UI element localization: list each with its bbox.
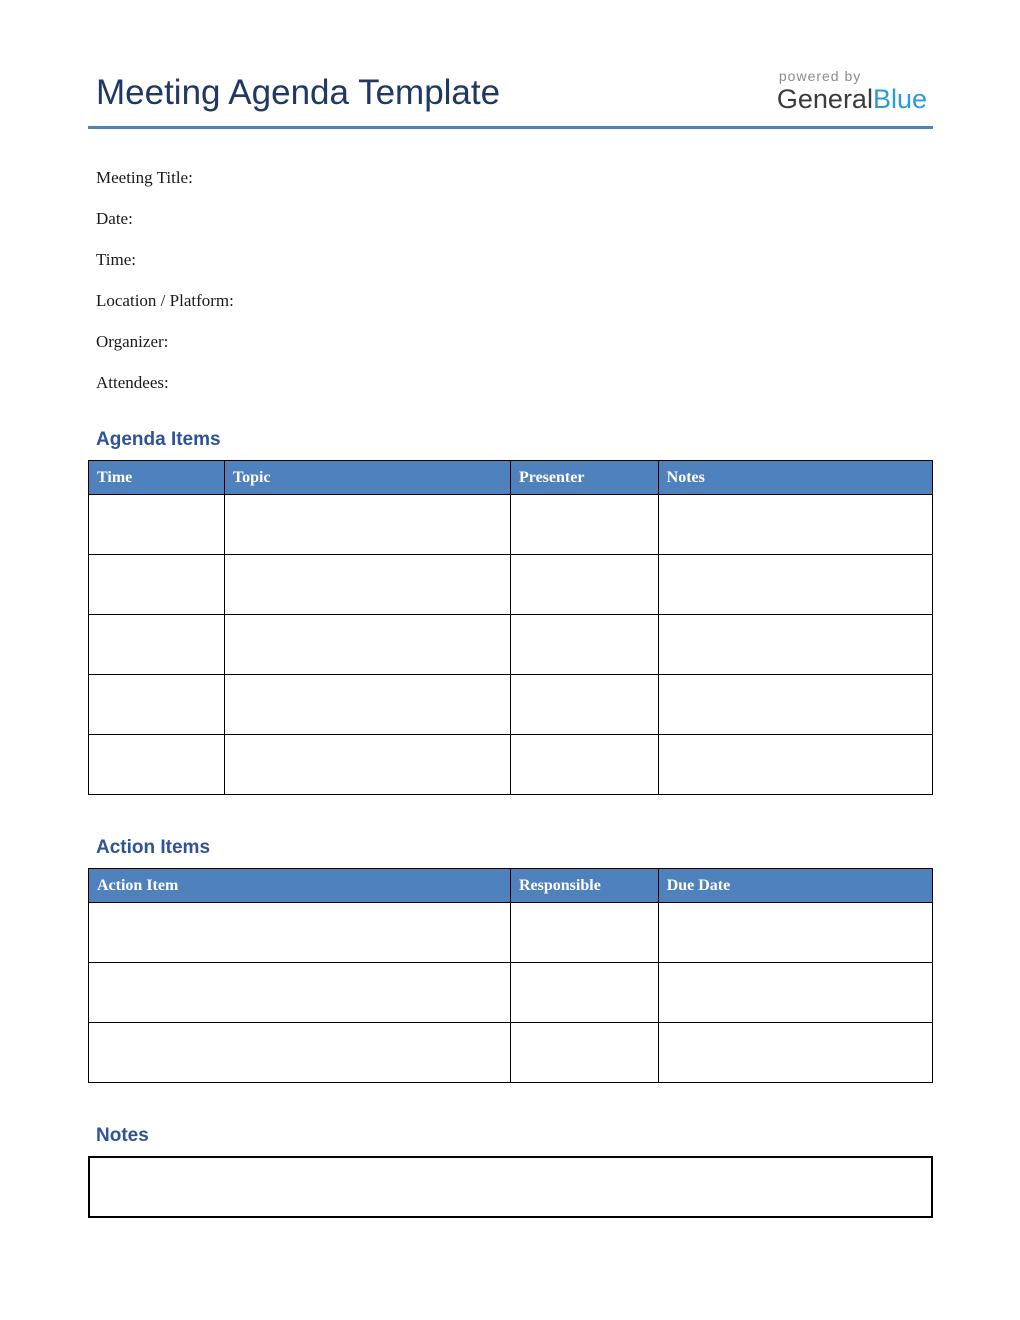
- agenda-row: [89, 495, 933, 555]
- agenda-cell-presenter[interactable]: [510, 735, 658, 795]
- action-cell-item[interactable]: [89, 1023, 511, 1083]
- field-location-platform: Location / Platform:: [96, 290, 234, 310]
- agenda-col-notes: Notes: [658, 461, 932, 495]
- action-items-heading: Action Items: [96, 837, 211, 859]
- agenda-col-time: Time: [89, 461, 225, 495]
- action-cell-item[interactable]: [89, 963, 511, 1023]
- document-header: [88, 0, 933, 113]
- action-cell-due-date[interactable]: [658, 903, 932, 963]
- agenda-row: [89, 555, 933, 615]
- brand-general-text: General: [776, 84, 873, 114]
- agenda-col-presenter: Presenter: [510, 461, 658, 495]
- notes-heading: Notes: [96, 1125, 149, 1147]
- field-time: Time:: [96, 249, 137, 269]
- agenda-cell-presenter[interactable]: [510, 555, 658, 615]
- action-col-item: Action Item: [89, 869, 511, 903]
- agenda-cell-time[interactable]: [89, 615, 225, 675]
- page-title: Meeting Agenda Template: [96, 73, 501, 113]
- field-meeting-title: Meeting Title:: [96, 167, 193, 187]
- agenda-cell-presenter[interactable]: [510, 615, 658, 675]
- field-organizer: Organizer:: [96, 331, 169, 351]
- agenda-cell-time[interactable]: [89, 555, 225, 615]
- agenda-cell-time[interactable]: [89, 675, 225, 735]
- action-cell-item[interactable]: [89, 903, 511, 963]
- generalblue-logo: [777, 68, 933, 113]
- agenda-cell-time[interactable]: [89, 735, 225, 795]
- agenda-header-row: [89, 461, 933, 495]
- agenda-cell-notes[interactable]: [658, 615, 932, 675]
- agenda-cell-presenter[interactable]: [510, 675, 658, 735]
- agenda-cell-topic[interactable]: [224, 675, 510, 735]
- header-divider: [88, 126, 933, 129]
- action-cell-responsible[interactable]: [511, 1023, 659, 1083]
- agenda-row: [89, 615, 933, 675]
- agenda-cell-notes[interactable]: [658, 675, 932, 735]
- agenda-cell-presenter[interactable]: [510, 495, 658, 555]
- agenda-items-heading: Agenda Items: [96, 429, 221, 451]
- meeting-info-fields: [88, 157, 933, 403]
- powered-by-text: powered by: [778, 68, 862, 84]
- agenda-row: [89, 675, 933, 735]
- agenda-cell-notes[interactable]: [658, 495, 932, 555]
- agenda-row: [89, 735, 933, 795]
- action-cell-due-date[interactable]: [658, 963, 932, 1023]
- agenda-cell-notes[interactable]: [658, 555, 932, 615]
- action-col-due-date: Due Date: [658, 869, 932, 903]
- agenda-col-topic: Topic: [224, 461, 510, 495]
- action-cell-responsible[interactable]: [511, 903, 659, 963]
- agenda-cell-topic[interactable]: [224, 615, 510, 675]
- field-attendees: Attendees:: [96, 372, 169, 392]
- agenda-items-table: [88, 460, 933, 795]
- action-row: [89, 903, 933, 963]
- agenda-cell-topic[interactable]: [224, 495, 510, 555]
- field-date: Date:: [96, 208, 133, 228]
- brand-blue-text: Blue: [872, 84, 927, 114]
- agenda-cell-notes[interactable]: [658, 735, 932, 795]
- action-col-responsible: Responsible: [511, 869, 659, 903]
- action-items-table: [88, 868, 933, 1083]
- agenda-cell-topic[interactable]: [224, 735, 510, 795]
- action-cell-due-date[interactable]: [658, 1023, 932, 1083]
- agenda-cell-time[interactable]: [89, 495, 225, 555]
- action-cell-responsible[interactable]: [511, 963, 659, 1023]
- notes-input-box[interactable]: [88, 1156, 933, 1218]
- action-row: [89, 963, 933, 1023]
- action-header-row: [89, 869, 933, 903]
- action-row: [89, 1023, 933, 1083]
- brand-wordmark: [777, 85, 927, 113]
- agenda-cell-topic[interactable]: [224, 555, 510, 615]
